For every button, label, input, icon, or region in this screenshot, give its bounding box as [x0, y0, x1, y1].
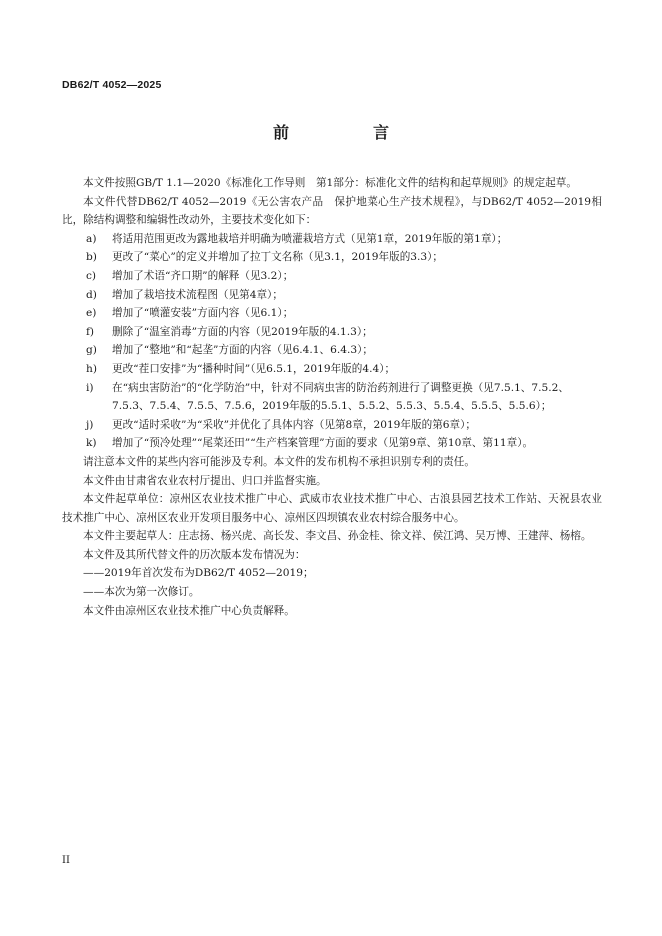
change-item-a — [62, 230, 602, 249]
list-text: 删除了“温室消毒”方面的内容（见2019年版的4.1.3）； — [112, 325, 373, 338]
list-text: 增加了术语“齐口期”的解释（见3.2）； — [112, 269, 294, 282]
list-text: 更改了“菜心”的定义并增加了拉丁文名称（见3.1，2019年版的3.3）； — [112, 251, 444, 264]
list-text: 更改“茬口安排”为“播种时间”（见6.5.1，2019年版的4.4）； — [112, 362, 396, 375]
paragraph-interpretation: 本文件由凉州区农业技术推广中心负责解释。 — [83, 604, 295, 617]
change-item-g — [62, 341, 602, 360]
list-marker: g) — [86, 344, 97, 357]
change-item-e — [62, 304, 602, 323]
list-text: 在“病虫害防治”的“化学防治”中，针对不同病虫害的防治药剂进行了调整更换（见7.5.1、7.5.2、7.5.3、7.5.4、7.5.5、7.5.6，2019年版的5.5.1、5.5.2、5.5.3、5.5.4、5.5.5、5.5.6）； — [112, 381, 569, 413]
paragraph-patent-notice: 请注意本文件的某些内容可能涉及专利。本文件的发布机构不承担识别专利的责任。 — [83, 455, 475, 468]
list-text: 增加了“喷灌安装”方面内容（见6.1）； — [112, 307, 294, 320]
change-item-f — [62, 323, 602, 342]
document-body — [62, 174, 602, 620]
paragraph-replacement: 本文件代替DB62/T 4052—2019《无公害农产品 保护地菜心生产技术规程》，与DB62/T 4052—2019相比，除结构调整和编辑性改动外，主要技术变化如下： — [62, 195, 602, 227]
list-marker: a) — [86, 232, 97, 245]
change-item-h — [62, 360, 602, 379]
paragraph-history-intro: 本文件及其所代替文件的历次版本发布情况为： — [83, 548, 306, 561]
change-item-i — [62, 379, 602, 416]
change-item-b — [62, 248, 602, 267]
list-marker: e) — [86, 307, 97, 320]
change-item-k — [62, 434, 602, 453]
list-marker: i) — [86, 381, 94, 394]
list-text: 增加了栽培技术流程图（见第4章）； — [112, 288, 283, 301]
paragraph-drafters: 本文件主要起草人：庄志扬、杨兴虎、高长发、李文昌、孙金桂、徐文祥、侯江鸿、吴万博、王建萍、杨榕。 — [83, 530, 592, 543]
list-marker: b) — [86, 251, 97, 264]
change-item-d — [62, 286, 602, 305]
paragraph-proposer: 本文件由甘肃省农业农村厅提出、归口并监督实施。 — [83, 474, 327, 487]
page-title: 前 言 — [272, 123, 423, 142]
change-item-c — [62, 267, 602, 286]
paragraph-history-current: ——本次为第一次修订。 — [83, 586, 200, 599]
paragraph-drafting-rules: 本文件按照GB/T 1.1—2020《标准化工作导则 第1部分：标准化文件的结构和起草规则》的规定起草。 — [83, 177, 577, 189]
list-text: 更改“适时采收”为“采收”并优化了具体内容（见第8章，2019年版的第6章）； — [112, 418, 477, 431]
document-code: DB62/T 4052—2025 — [62, 79, 162, 91]
list-marker: h) — [86, 362, 97, 375]
list-text: 增加了“整地”和“起垄”方面的内容（见6.4.1、6.4.3）； — [112, 344, 373, 357]
paragraph-drafting-units: 本文件起草单位：凉州区农业技术推广中心、武威市农业技术推广中心、古浪县园艺技术工作站、天祝县农业技术推广中心、凉州区农业开发项目服务中心、凉州区四坝镇农业农村综合服务中心。 — [62, 493, 602, 524]
list-marker: k) — [86, 437, 97, 450]
change-item-j — [62, 416, 602, 435]
list-text: 增加了“预冷处理”“尾菜还田”“生产档案管理”方面的要求（见第9章、第10章、第11章）。 — [112, 437, 534, 450]
list-marker: c) — [86, 269, 97, 282]
page-number: II — [62, 855, 70, 866]
list-marker: f) — [86, 325, 95, 338]
list-marker: j) — [86, 418, 94, 431]
list-marker: d) — [86, 288, 97, 301]
paragraph-history-2019: ——2019年首次发布为DB62/T 4052—2019； — [83, 567, 314, 580]
list-text: 将适用范围更改为露地栽培并明确为喷灌栽培方式（见第1章，2019年版的第1章）； — [112, 232, 508, 245]
